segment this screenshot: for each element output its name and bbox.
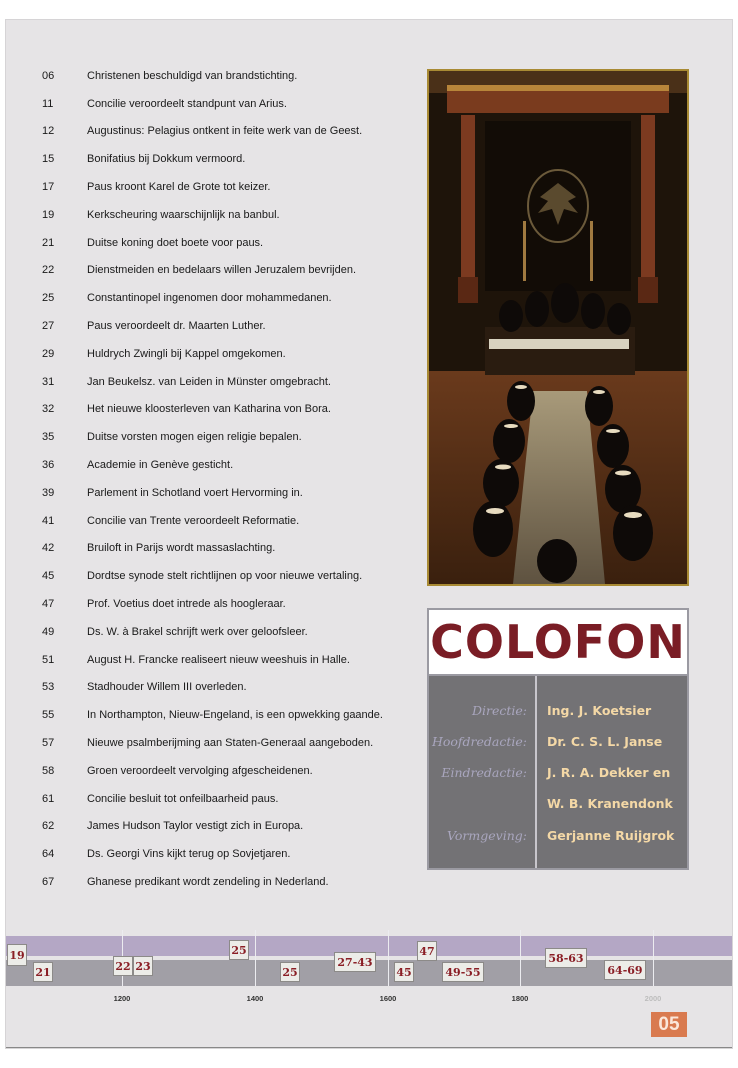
timeline-marker[interactable]: 25 <box>229 940 249 960</box>
toc-item[interactable] <box>42 868 417 896</box>
credits-divider <box>535 676 537 868</box>
toc-item[interactable] <box>42 340 417 368</box>
toc-item[interactable] <box>42 840 417 868</box>
bottom-rule <box>6 1047 732 1048</box>
timeline-marker[interactable]: 47 <box>417 941 437 961</box>
toc-title: Duitse vorsten mogen eigen religie bepalen. <box>87 431 302 444</box>
timeline-marker[interactable]: 23 <box>133 956 153 976</box>
credit-value-vormgeving: Gerjanne Ruijgrok <box>547 828 675 843</box>
toc-title: August H. Francke realiseert nieuw weeshuis in Halle. <box>87 653 350 666</box>
toc-title: Prof. Voetius doet intrede als hoogleraar. <box>87 598 286 611</box>
toc-page-number: 21 <box>42 236 55 249</box>
toc-page-number: 31 <box>42 375 55 388</box>
timeline-marker[interactable]: 49-55 <box>442 962 484 982</box>
toc-item[interactable] <box>42 62 417 90</box>
toc-item[interactable] <box>42 173 417 201</box>
credit-label-directie: Directie: <box>471 703 527 718</box>
toc-item[interactable] <box>42 423 417 451</box>
toc-page-number: 39 <box>42 486 55 499</box>
toc-item[interactable] <box>42 90 417 118</box>
toc-item[interactable] <box>42 312 417 340</box>
synod-painting <box>427 69 689 586</box>
timeline-year-label: 1400 <box>246 994 264 1003</box>
timeline-tick <box>388 930 389 986</box>
toc-title: Concilie van Trente veroordeelt Reformatie. <box>87 514 300 527</box>
toc-title: Kerkscheuring waarschijnlijk na banbul. <box>87 208 280 221</box>
toc-title: Bruiloft in Parijs wordt massaslachting. <box>87 542 276 555</box>
toc-item[interactable] <box>42 201 417 229</box>
toc-page-number: 62 <box>42 820 55 833</box>
toc-page-number: 58 <box>42 764 55 777</box>
history-timeline <box>6 930 732 1010</box>
credit-label-eindredactie: Eindredactie: <box>441 765 527 780</box>
timeline-tick <box>255 930 256 986</box>
page-number-badge: 05 <box>651 1012 687 1037</box>
toc-page-number: 36 <box>42 459 55 472</box>
toc-page-number: 51 <box>42 653 55 666</box>
toc-item[interactable] <box>42 813 417 841</box>
toc-page-number: 29 <box>42 347 55 360</box>
credit-label-hoofdredactie: Hoofdredactie: <box>431 734 527 749</box>
toc-page-number: 15 <box>42 153 55 166</box>
toc-page-number: 55 <box>42 709 55 722</box>
toc-item[interactable] <box>42 479 417 507</box>
toc-item[interactable] <box>42 646 417 674</box>
toc-title: Dienstmeiden en bedelaars willen Jeruzalem bevrijden. <box>87 264 357 277</box>
toc-page-number: 45 <box>42 570 55 583</box>
toc-item[interactable] <box>42 507 417 535</box>
toc-page-number: 22 <box>42 264 55 277</box>
toc-item[interactable] <box>42 257 417 285</box>
toc-page-number: 49 <box>42 625 55 638</box>
toc-title: Augustinus: Pelagius ontkent in feite werk van de Geest. <box>87 125 363 138</box>
toc-title: Bonifatius bij Dokkum vermoord. <box>87 153 246 166</box>
toc-title: James Hudson Taylor vestigt zich in Europa. <box>87 820 304 833</box>
toc-title: Dordtse synode stelt richtlijnen op voor nieuwe vertaling. <box>87 570 363 583</box>
timeline-tick <box>653 930 654 986</box>
toc-item[interactable] <box>42 618 417 646</box>
toc-item[interactable] <box>42 368 417 396</box>
toc-title: Ds. Georgi Vins kijkt terug op Sovjetjaren. <box>87 848 291 861</box>
timeline-marker[interactable]: 64-69 <box>604 960 646 980</box>
timeline-year-label: 2000 <box>644 994 662 1003</box>
toc-item[interactable] <box>42 284 417 312</box>
timeline-marker[interactable]: 45 <box>394 962 414 982</box>
synod-painting-illustration <box>429 71 687 584</box>
credit-value-eindredactie: J. R. A. Dekker en <box>547 765 671 780</box>
table-of-contents <box>42 62 417 896</box>
timeline-tick <box>520 930 521 986</box>
toc-item[interactable] <box>42 396 417 424</box>
toc-page-number: 32 <box>42 403 55 416</box>
toc-page-number: 42 <box>42 542 55 555</box>
toc-title: Duitse koning doet boete voor paus. <box>87 236 264 249</box>
toc-item[interactable] <box>42 590 417 618</box>
toc-page-number: 17 <box>42 181 55 194</box>
toc-page-number: 11 <box>42 97 54 110</box>
credit-value-eindredactie-2: W. B. Kranendonk <box>547 796 673 811</box>
toc-page-number: 25 <box>42 292 55 305</box>
colofon-credits <box>429 676 687 868</box>
toc-title: Ghanese predikant wordt zendeling in Nederland. <box>87 876 329 888</box>
toc-title: Jan Beukelsz. van Leiden in Münster omgebracht. <box>87 375 331 388</box>
toc-title: Ds. W. à Brakel schrijft werk over geloofsleer. <box>87 625 308 638</box>
toc-item[interactable] <box>42 785 417 813</box>
timeline-year-label: 1800 <box>511 994 529 1003</box>
toc-item[interactable] <box>42 757 417 785</box>
toc-page-number: 06 <box>42 69 55 82</box>
toc-item[interactable] <box>42 451 417 479</box>
toc-title: Christenen beschuldigd van brandstichting. <box>87 69 298 82</box>
toc-title: Constantinopel ingenomen door mohammedanen. <box>87 292 332 305</box>
toc-page-number: 41 <box>42 514 55 527</box>
toc-page-number: 64 <box>42 848 55 861</box>
toc-title: Concilie veroordeelt standpunt van Arius. <box>87 97 287 110</box>
timeline-marker[interactable]: 58-63 <box>545 948 587 968</box>
colofon-title: COLOFON <box>429 610 687 676</box>
toc-title: Paus veroordeelt dr. Maarten Luther. <box>87 320 266 333</box>
timeline-marker[interactable]: 19 <box>7 944 27 966</box>
toc-page-number: 27 <box>42 320 55 333</box>
toc-title: Paus kroont Karel de Grote tot keizer. <box>87 181 271 194</box>
toc-title: In Northampton, Nieuw-Engeland, is een opwekking gaande. <box>87 709 383 722</box>
toc-title: Groen veroordeelt vervolging afgescheidenen. <box>87 764 313 777</box>
toc-title: Parlement in Schotland voert Hervorming in. <box>87 486 303 499</box>
timeline-year-label: 1200 <box>113 994 131 1003</box>
toc-item[interactable] <box>42 229 417 257</box>
toc-item[interactable] <box>42 145 417 173</box>
toc-title: Concilie besluit tot onfeilbaarheid paus. <box>87 792 279 805</box>
toc-item[interactable] <box>42 729 417 757</box>
toc-title: Huldrych Zwingli bij Kappel omgekomen. <box>87 347 286 360</box>
toc-item[interactable] <box>42 118 417 146</box>
toc-page-number: 19 <box>42 208 55 221</box>
credit-value-hoofdredactie: Dr. C. S. L. Janse <box>547 734 663 749</box>
toc-page-number: 35 <box>42 431 55 444</box>
timeline-marker[interactable]: 22 <box>113 956 133 976</box>
toc-title: Het nieuwe kloosterleven van Katharina von Bora. <box>87 403 331 416</box>
toc-item[interactable] <box>42 562 417 590</box>
toc-page-number: 61 <box>42 792 55 805</box>
toc-title: Stadhouder Willem III overleden. <box>87 681 247 694</box>
toc-item[interactable] <box>42 535 417 563</box>
timeline-year-label: 1600 <box>379 994 397 1003</box>
toc-title: Nieuwe psalmberijming aan Staten-Generaal aangeboden. <box>87 737 374 750</box>
toc-page-number: 57 <box>42 737 55 750</box>
timeline-marker[interactable]: 21 <box>33 962 53 982</box>
toc-item[interactable] <box>42 674 417 702</box>
timeline-marker[interactable]: 27-43 <box>334 952 376 972</box>
toc-title: Academie in Genève gesticht. <box>87 459 234 472</box>
toc-page-number: 12 <box>42 125 55 138</box>
toc-item[interactable] <box>42 701 417 729</box>
timeline-marker[interactable]: 25 <box>280 962 300 982</box>
credit-label-vormgeving: Vormgeving: <box>447 828 527 843</box>
toc-page-number: 67 <box>42 876 55 888</box>
toc-page-number: 53 <box>42 681 55 694</box>
credit-value-directie: Ing. J. Koetsier <box>547 703 652 718</box>
toc-page-number: 47 <box>42 598 55 611</box>
colofon-box <box>427 608 689 870</box>
